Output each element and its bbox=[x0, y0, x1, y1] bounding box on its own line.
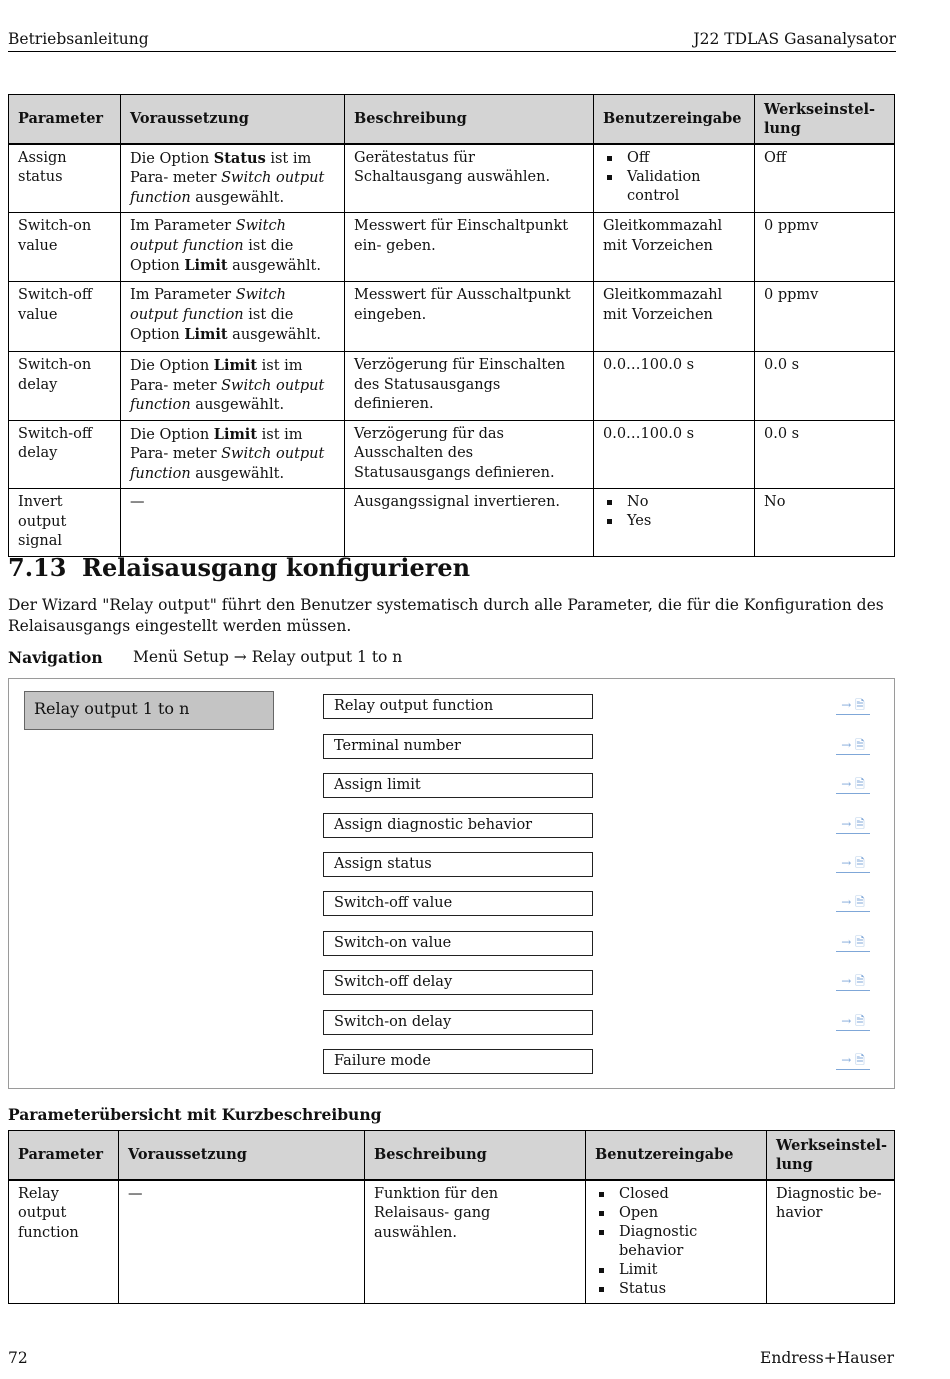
page-link-icon[interactable]: → 🗎 bbox=[836, 1052, 870, 1070]
list-item: Limit bbox=[595, 1261, 757, 1280]
col-header-description: Beschreibung bbox=[345, 95, 594, 144]
cell-parameter: Switch-off value bbox=[9, 282, 121, 352]
table-row bbox=[9, 352, 895, 421]
list-item: Validation control bbox=[603, 168, 745, 206]
page-link-icon[interactable]: → 🗎 bbox=[836, 855, 870, 873]
navigation-path: Menü Setup → Relay output 1 to n bbox=[133, 648, 403, 666]
cell-default: Off bbox=[755, 144, 895, 213]
cell-user-input: 0.0…100.0 s bbox=[594, 420, 755, 489]
list-item: Yes bbox=[603, 512, 745, 531]
header-product: J22 TDLAS Gasanalysator bbox=[693, 30, 896, 48]
page-link-icon[interactable]: → 🗎 bbox=[836, 816, 870, 834]
cell-description: Funktion für den Relaisaus- gang auswählen. bbox=[365, 1180, 586, 1304]
cell-prerequisite: — bbox=[119, 1180, 365, 1304]
cell-default: 0.0 s bbox=[755, 352, 895, 421]
cell-user-input: Gleitkommazahl mit Vorzeichen bbox=[594, 213, 755, 282]
col-header-parameter: Parameter bbox=[9, 95, 121, 144]
table-row bbox=[9, 1180, 895, 1304]
cell-parameter: Assign status bbox=[9, 144, 121, 213]
table-row bbox=[9, 420, 895, 489]
wizard-diagram bbox=[8, 678, 895, 1089]
col-header-parameter: Parameter bbox=[9, 1131, 119, 1180]
page-link-icon[interactable]: → 🗎 bbox=[836, 1013, 870, 1031]
wizard-title: Relay output 1 to n bbox=[24, 691, 274, 730]
cell-parameter: Switch-off delay bbox=[9, 420, 121, 489]
wizard-item-relay-output-function: Relay output function bbox=[323, 694, 593, 719]
cell-default: 0.0 s bbox=[755, 420, 895, 489]
cell-description: Messwert für Ausschaltpunkt eingeben. bbox=[345, 282, 594, 352]
cell-parameter: Switch-on delay bbox=[9, 352, 121, 421]
cell-default: No bbox=[755, 489, 895, 557]
wizard-item-assign-limit: Assign limit bbox=[323, 773, 593, 798]
cell-prerequisite: Die Option Limit ist im Para- meter Switch output function ausgewählt. bbox=[121, 420, 345, 489]
cell-user-input bbox=[594, 489, 755, 557]
wizard-item-failure-mode: Failure mode bbox=[323, 1049, 593, 1074]
cell-parameter: Relay output function bbox=[9, 1180, 119, 1304]
table-row bbox=[9, 282, 895, 352]
list-item: Diagnostic behavior bbox=[595, 1223, 757, 1261]
cell-prerequisite: — bbox=[121, 489, 345, 557]
navigation-label: Navigation bbox=[8, 648, 103, 667]
col-header-default: Werkseinstel- lung bbox=[755, 95, 895, 144]
cell-description: Verzögerung für das Ausschalten des Statusausgangs definieren. bbox=[345, 420, 594, 489]
cell-prerequisite: Die Option Status ist im Para- meter Switch output function ausgewählt. bbox=[121, 144, 345, 213]
cell-prerequisite: Im Parameter Switch output function ist die Option Limit ausgewählt. bbox=[121, 282, 345, 352]
col-header-prerequisite: Voraussetzung bbox=[121, 95, 345, 144]
cell-user-input: Gleitkommazahl mit Vorzeichen bbox=[594, 282, 755, 352]
table-row bbox=[9, 489, 895, 557]
col-header-default: Werkseinstel- lung bbox=[767, 1131, 895, 1180]
cell-default: Diagnostic be- havior bbox=[767, 1180, 895, 1304]
cell-description: Verzögerung für Einschalten des Statusausgangs definieren. bbox=[345, 352, 594, 421]
list-item: Off bbox=[603, 149, 745, 168]
wizard-item-switch-off-delay: Switch-off delay bbox=[323, 970, 593, 995]
list-item: Open bbox=[595, 1204, 757, 1223]
page-link-icon[interactable]: → 🗎 bbox=[836, 697, 870, 715]
wizard-item-assign-status: Assign status bbox=[323, 852, 593, 877]
wizard-item-assign-diagnostic-behavior: Assign diagnostic behavior bbox=[323, 813, 593, 838]
page-number: 72 bbox=[8, 1349, 28, 1367]
cell-prerequisite: Im Parameter Switch output function ist die Option Limit ausgewählt. bbox=[121, 213, 345, 282]
col-header-description: Beschreibung bbox=[365, 1131, 586, 1180]
page-link-icon[interactable]: → 🗎 bbox=[836, 776, 870, 794]
table-row bbox=[9, 144, 895, 213]
wizard-item-switch-on-delay: Switch-on delay bbox=[323, 1010, 593, 1035]
list-item: Status bbox=[595, 1280, 757, 1299]
cell-user-input: 0.0…100.0 s bbox=[594, 352, 755, 421]
page-header bbox=[8, 28, 896, 52]
parameter-table-status-output bbox=[8, 94, 895, 557]
cell-parameter: Switch-on value bbox=[9, 213, 121, 282]
section-intro: Der Wizard "Relay output" führt den Benutzer systematisch durch alle Parameter, die für die Konfiguration des Relaisausgangs eingestellt werden müssen. bbox=[8, 596, 884, 635]
col-header-prerequisite: Voraussetzung bbox=[119, 1131, 365, 1180]
cell-default: 0 ppmv bbox=[755, 282, 895, 352]
col-header-user-input: Benutzereingabe bbox=[594, 95, 755, 144]
section-title: Relaisausgang konfigurieren bbox=[82, 553, 471, 582]
parameter-table-relay-output bbox=[8, 1130, 895, 1304]
footer-brand: Endress+Hauser bbox=[760, 1349, 894, 1367]
cell-user-input bbox=[586, 1180, 767, 1304]
cell-description: Gerätestatus für Schaltausgang auswählen. bbox=[345, 144, 594, 213]
page-link-icon[interactable]: → 🗎 bbox=[836, 934, 870, 952]
page-link-icon[interactable]: → 🗎 bbox=[836, 973, 870, 991]
cell-description: Messwert für Einschaltpunkt ein- geben. bbox=[345, 213, 594, 282]
cell-description: Ausgangssignal invertieren. bbox=[345, 489, 594, 557]
cell-default: 0 ppmv bbox=[755, 213, 895, 282]
wizard-item-switch-off-value: Switch-off value bbox=[323, 891, 593, 916]
parameter-overview-heading: Parameterübersicht mit Kurzbeschreibung bbox=[8, 1105, 382, 1124]
table-row bbox=[9, 213, 895, 282]
page-link-icon[interactable]: → 🗎 bbox=[836, 894, 870, 912]
list-item: Closed bbox=[595, 1185, 757, 1204]
cell-parameter: Invert output signal bbox=[9, 489, 121, 557]
wizard-item-terminal-number: Terminal number bbox=[323, 734, 593, 759]
header-doc-type: Betriebsanleitung bbox=[8, 30, 149, 48]
list-item: No bbox=[603, 493, 745, 512]
cell-user-input bbox=[594, 144, 755, 213]
page-link-icon[interactable]: → 🗎 bbox=[836, 737, 870, 755]
section-number: 7.13 bbox=[8, 553, 67, 582]
wizard-item-switch-on-value: Switch-on value bbox=[323, 931, 593, 956]
col-header-user-input: Benutzereingabe bbox=[586, 1131, 767, 1180]
cell-prerequisite: Die Option Limit ist im Para- meter Switch output function ausgewählt. bbox=[121, 352, 345, 421]
